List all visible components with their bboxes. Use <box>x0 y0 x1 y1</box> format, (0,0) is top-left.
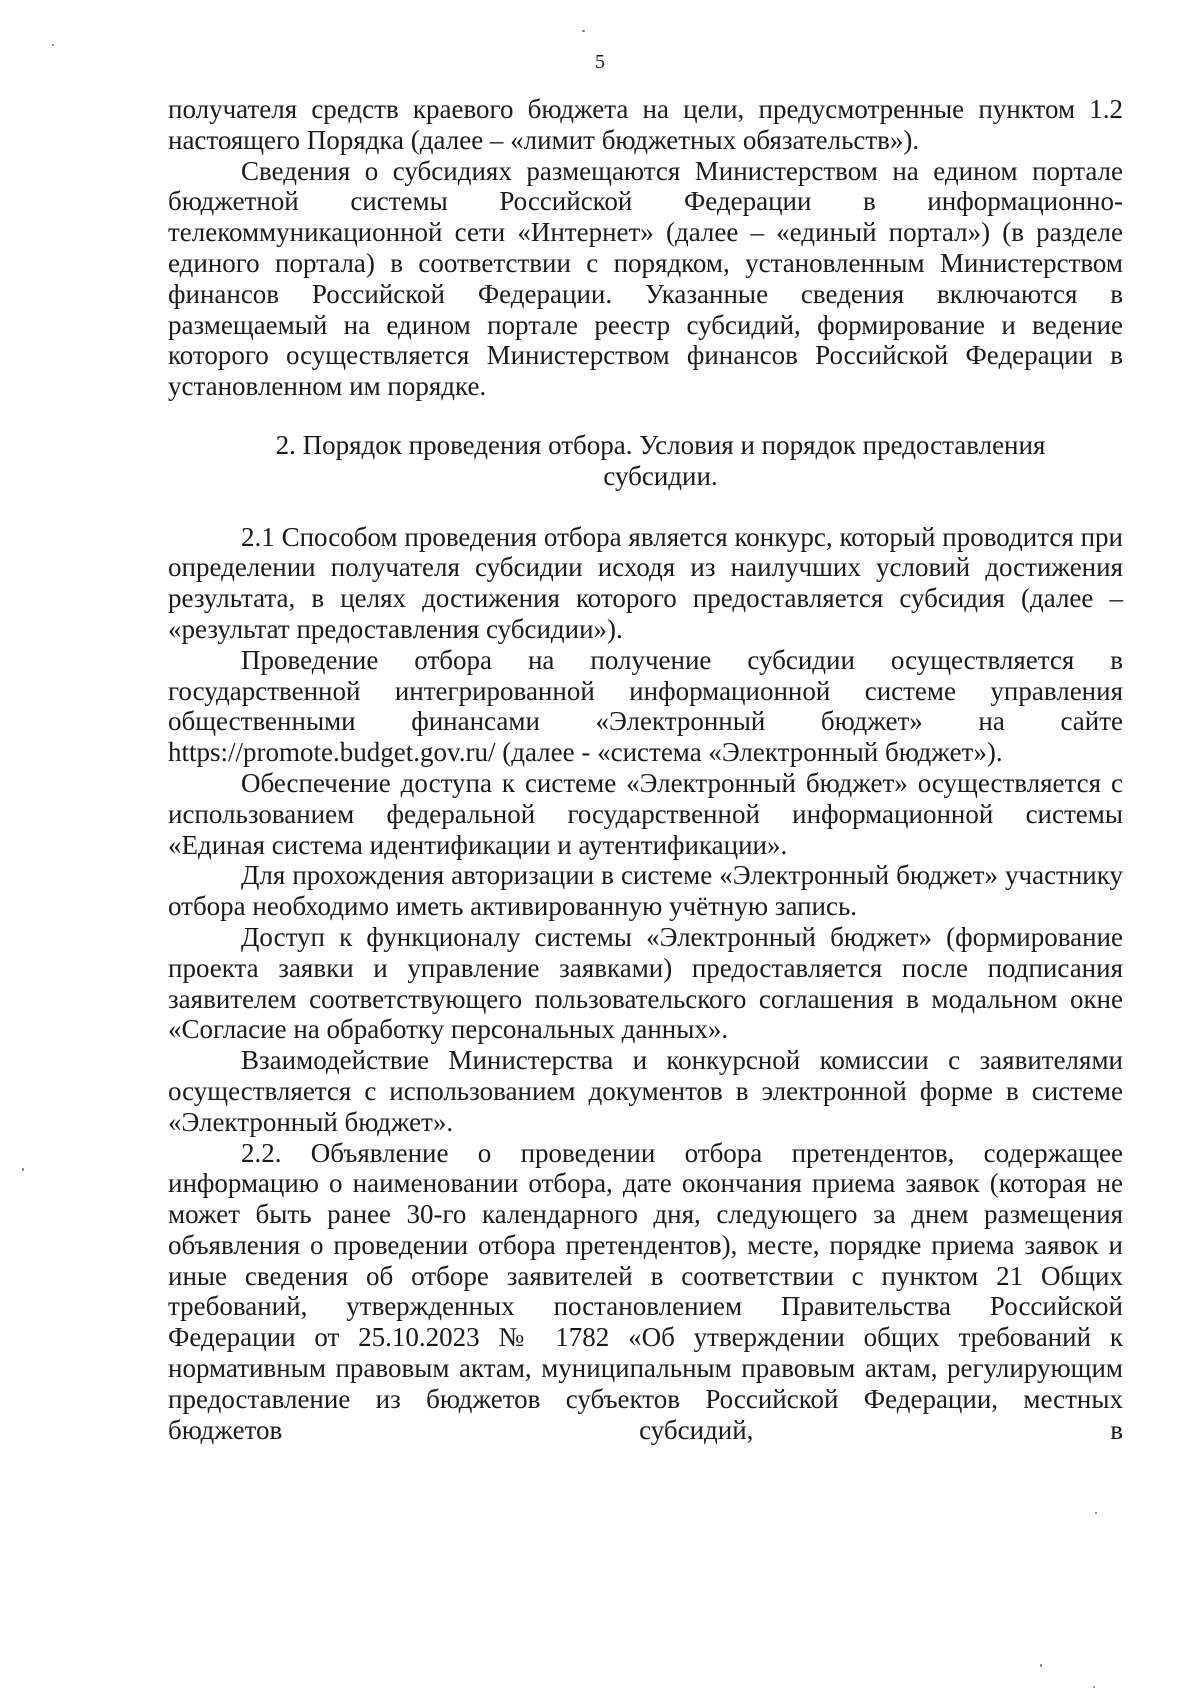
scan-speck <box>1095 1512 1097 1514</box>
paragraph-access-system: Обеспечение доступа к системе «Электронный бюджет» осуществляется с использованием федеральной государственной информационной системы «Единая система идентификации и аутентификации». <box>168 767 1123 860</box>
paragraph-functionality-access: Доступ к функционалу системы «Электронный бюджет» (формирование проекта заявки и управление заявками) предоставляется после подписания заявителем соответствующего пользовательского соглашения в модальном окне «Согласие на обработку персональных данных». <box>168 921 1123 1045</box>
paragraph-selection-system: Проведение отбора на получение субсидии осуществляется в государственной интегрированной информационной системе управления общественными финансами «Электронный бюджет» на сайте https://promote.budget.gov.ru/ (далее - «система «Электронный бюджет»). <box>168 644 1123 768</box>
paragraph-subsidy-info: Сведения о субсидиях размещаются Министерством на едином портале бюджетной системы Российской Федерации в информационно-телекоммуникационной сети «Интернет» (далее – «единый портал») (в разделе единого портала) в соответствии с порядком, установленным Министерством финансов Российской Федерации. Указанные сведения включаются в размещаемый на едином портале реестр субсидий, формирование и ведение которого осуществляется Министерством финансов Российской Федерации в установленном им порядке. <box>168 155 1123 402</box>
document-body <box>168 94 1123 1445</box>
section-heading-line-1: 2. Порядок проведения отбора. Условия и порядок предоставления <box>275 429 1046 460</box>
paragraph-2-1: 2.1 Способом проведения отбора является конкурс, который проводится при определении получателя субсидии исходя из наилучших условий достижения результата, в целях достижения которого предоставляется субсидия (далее – «результат предоставления субсидии»). <box>168 521 1123 644</box>
scan-speck <box>1093 1686 1095 1688</box>
paragraph-2-2: 2.2. Объявление о проведении отбора претендентов, содержащее информацию о наименовании отбора, дате окончания приема заявок (которая не может быть ранее 30-го календарного дня, следующего за днем размещения объявления о проведении отбора претендентов), месте, порядке приема заявок и иные сведения об отборе заявителей в соответствии с пунктом 21 Общих требований, утвержденных постановлением Правительства Российской Федерации от 25.10.2023 № 1782 «Об утверждении общих требований к нормативным правовым актам, муниципальным правовым актам, регулирующим предоставление из бюджетов субъектов Российской Федерации, местных бюджетов субсидий, в <box>168 1137 1123 1445</box>
scan-speck <box>582 30 585 32</box>
scan-speck <box>22 1168 24 1171</box>
scan-speck <box>1040 1664 1042 1667</box>
paragraph-authorization: Для прохождения авторизации в системе «Электронный бюджет» участнику отбора необходимо иметь активированную учётную запись. <box>168 860 1123 922</box>
section-heading-line-2: субсидии. <box>603 460 718 491</box>
paragraph-continuation: получателя средств краевого бюджета на цели, предусмотренные пунктом 1.2 настоящего Порядка (далее – «лимит бюджетных обязательств»). <box>168 94 1123 155</box>
scan-speck <box>52 44 54 46</box>
page-number: 5 <box>595 51 605 73</box>
section-heading <box>168 430 1123 492</box>
paragraph-interaction: Взаимодействие Министерства и конкурсной комиссии с заявителями осуществляется с использованием документов в электронной форме в системе «Электронный бюджет». <box>168 1045 1123 1137</box>
